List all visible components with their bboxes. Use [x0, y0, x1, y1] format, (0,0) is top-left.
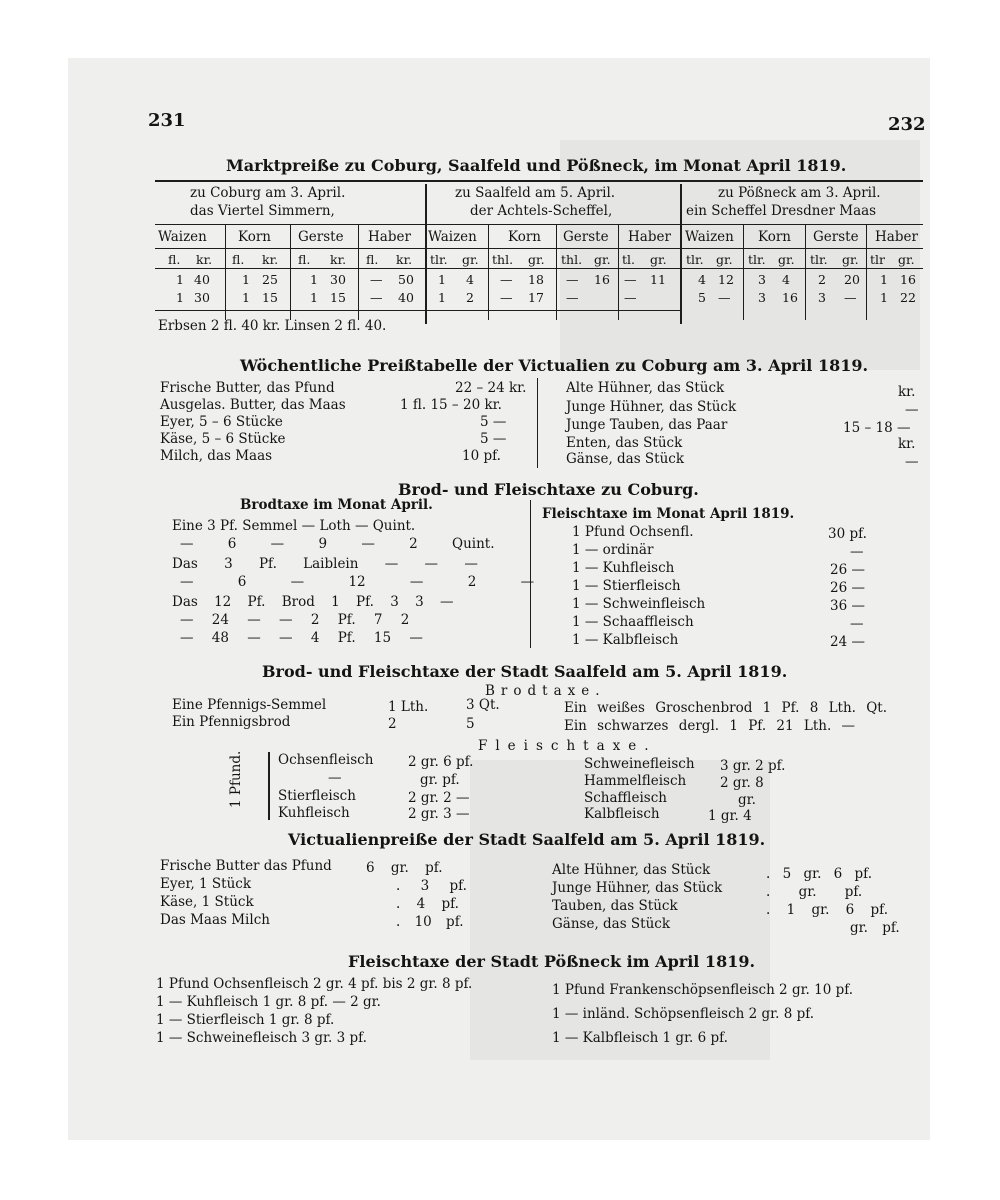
price-cell: —	[370, 272, 383, 287]
saalfeld-fleisch-price: 2 gr. 2 —	[408, 790, 470, 806]
pfund-vertical-label: 1 Pfund.	[228, 750, 244, 808]
saalfeld-fleisch-item: Schweinefleisch	[584, 756, 695, 772]
unit-label: kr.	[330, 252, 347, 267]
erbsen-linsen-note: Erbsen 2 fl. 40 kr. Linsen 2 fl. 40.	[158, 318, 387, 334]
unit-label: gr.	[898, 252, 915, 267]
saalfeld-victual-price: . 5 gr. 6 pf.	[766, 866, 872, 882]
unit-label: fl.	[232, 252, 245, 267]
saalfeld-fleisch-item: Stierfleisch	[278, 788, 356, 804]
saalfeld-brodtaxe-sub: Brodtaxe.	[485, 683, 606, 699]
victual-item: Milch, das Maas	[160, 448, 273, 464]
markt-top-rule	[155, 180, 923, 182]
grain-name: Gerste	[298, 229, 344, 245]
price-cell: 50	[398, 272, 414, 287]
saalfeld-fleisch-item: Kuhfleisch	[278, 805, 350, 821]
grain-header-rule	[155, 224, 923, 225]
price-cell: 4	[698, 272, 706, 287]
price-cell: 12	[718, 272, 734, 287]
price-cell: —	[718, 290, 731, 305]
victual-item: Enten, das Stück	[566, 435, 683, 451]
saalfeld-sub: der Achtels-Scheffel,	[470, 203, 613, 219]
price-cell: 16	[900, 272, 916, 287]
poessneck-left-row: 1 — Kuhfleisch 1 gr. 8 pf. — 2 gr.	[156, 994, 381, 1010]
saalfeld-fleisch-item: Schaffleisch	[584, 790, 667, 806]
saalfeld-fleisch-price: 1 gr. 4	[708, 808, 752, 824]
grain-divider	[488, 225, 489, 320]
poessneck-right-row: 1 Pfund Frankenschöpsenfleisch 2 gr. 10 pf.	[552, 982, 854, 998]
saalfeld-victual-price: . 3 pf.	[396, 878, 467, 894]
saalfeld-victualien-title: Victualienpreiße der Stadt Saalfeld am 5. April 1819.	[288, 830, 766, 849]
grain-name: Korn	[758, 229, 791, 245]
price-cell: 1	[176, 272, 184, 287]
unit-label: tlr.	[430, 252, 448, 267]
saalfeld-brod-val: 3 Qt.	[466, 697, 500, 713]
price-cell: 5	[698, 290, 706, 305]
saalfeld-victual-item: Eyer, 1 Stück	[160, 876, 252, 892]
saalfeld-header: zu Saalfeld am 5. April.	[455, 185, 616, 201]
grain-divider	[290, 225, 291, 320]
victual-price: 5 —	[480, 431, 507, 447]
brod-row: — 6 — 12 — 2 —	[180, 574, 535, 590]
victual-item: Gänse, das Stück	[566, 451, 685, 467]
price-cell: 16	[594, 272, 610, 287]
value-header-rule	[155, 268, 923, 269]
saalfeld-fleisch-item: Kalbfleisch	[584, 806, 660, 822]
saalfeld-fleisch-price: gr.	[738, 792, 756, 808]
poessneck-taxe-title: Fleischtaxe der Stadt Pößneck im April 1819.	[348, 952, 756, 971]
fleisch-price: 26 —	[830, 580, 865, 596]
brod-row: — 6 — 9 — 2 Quint.	[180, 536, 495, 552]
price-cell: —	[844, 290, 857, 305]
victual-item: Junge Hühner, das Stück	[566, 399, 737, 415]
price-cell: 2	[818, 272, 826, 287]
price-cell: —	[624, 272, 637, 287]
woechentlich-title: Wöchentliche Preißtabelle der Victualien zu Coburg am 3. April 1819.	[240, 356, 869, 375]
victual-price: —	[905, 454, 919, 470]
victual-price: —	[905, 402, 919, 418]
unit-label: gr.	[650, 252, 667, 267]
price-cell: —	[500, 290, 513, 305]
price-cell: 30	[330, 272, 346, 287]
unit-label: thl.	[561, 252, 583, 267]
victual-price: kr.	[898, 384, 916, 400]
grain-divider	[358, 225, 359, 320]
victual-price: 22 – 24 kr.	[455, 380, 527, 396]
price-cell: 1	[438, 290, 446, 305]
price-cell: 40	[194, 272, 210, 287]
price-cell: 16	[782, 290, 798, 305]
saalfeld-victual-item: Käse, 1 Stück	[160, 894, 254, 910]
saalfeld-brod-right: Ein schwarzes dergl. 1 Pf. 21 Lth. —	[564, 718, 856, 734]
pfund-bracket	[268, 752, 270, 820]
region-divider	[425, 184, 427, 324]
grain-name: Haber	[875, 229, 918, 245]
saalfeld-victual-item: Frische Butter das Pfund	[160, 858, 332, 874]
victual-item: Ausgelas. Butter, das Maas	[160, 397, 346, 413]
saalfeld-victual-price: . 1 gr. 6 pf.	[766, 902, 888, 918]
fleisch-price: 36 —	[830, 598, 865, 614]
grain-name: Waizen	[685, 229, 734, 245]
price-cell: 1	[242, 290, 250, 305]
grain-divider	[556, 225, 557, 320]
grain-divider	[225, 225, 226, 320]
saalfeld-victual-price: . 4 pf.	[396, 896, 459, 912]
price-cell: 3	[818, 290, 826, 305]
price-cell: 18	[528, 272, 544, 287]
price-cell: 30	[194, 290, 210, 305]
price-cell: 4	[782, 272, 790, 287]
fleisch-item: 1 — Schweinfleisch	[572, 596, 706, 612]
grain-name: Haber	[368, 229, 411, 245]
price-cell: 40	[398, 290, 414, 305]
price-cell: 3	[758, 272, 766, 287]
price-cell: 1	[880, 290, 888, 305]
saalfeld-victual-item: Tauben, das Stück	[552, 898, 678, 914]
grain-name: Gerste	[813, 229, 859, 245]
grain-divider	[618, 225, 619, 320]
unit-label: tlr.	[748, 252, 766, 267]
unit-label: thl.	[492, 252, 514, 267]
poessneck-left-row: 1 — Schweinefleisch 3 gr. 3 pf.	[156, 1030, 367, 1046]
price-cell: 1	[176, 290, 184, 305]
coburg-sub: das Viertel Simmern,	[190, 203, 335, 219]
grain-divider	[805, 225, 806, 320]
saalfeld-fleischtaxe-sub: Fleischtaxe.	[478, 738, 657, 754]
saalfeld-fleisch-price: 2 gr. 3 —	[408, 806, 470, 822]
grain-name: Korn	[508, 229, 541, 245]
victual-item: Eyer, 5 – 6 Stücke	[160, 414, 283, 430]
victual-price: 5 —	[480, 414, 507, 430]
fleisch-item: 1 — Kuhfleisch	[572, 560, 675, 576]
brod-row: — 48 — — 4 Pf. 15 —	[180, 630, 423, 646]
saalfeld-fleisch-item: —	[328, 770, 342, 786]
fleisch-price: 24 —	[830, 634, 865, 650]
saalfeld-victual-item: Alte Hühner, das Stück	[552, 862, 711, 878]
poessneck-right-row: 1 — Kalbfleisch 1 gr. 6 pf.	[552, 1030, 728, 1046]
saalfeld-brod-item: Ein Pfennigsbrod	[172, 714, 291, 730]
coburg-taxe-title: Brod- und Fleischtaxe zu Coburg.	[398, 480, 699, 499]
markt-title: Marktpreiße zu Coburg, Saalfeld und Pößneck, im Monat April 1819.	[226, 156, 847, 175]
price-cell: 25	[262, 272, 278, 287]
fleisch-price: —	[850, 616, 864, 632]
unit-label: tlr.	[686, 252, 704, 267]
poessneck-sub: ein Scheffel Dresdner Maas	[686, 203, 877, 219]
unit-label: gr.	[842, 252, 859, 267]
unit-label: tlr	[870, 252, 885, 267]
poessneck-left-row: 1 Pfund Ochsenfleisch 2 gr. 4 pf. bis 2 gr. 8 pf.	[156, 976, 473, 992]
grain-name: Gerste	[563, 229, 609, 245]
saalfeld-fleisch-price: gr. pf.	[420, 772, 460, 788]
price-cell: 3	[758, 290, 766, 305]
grain-name: Korn	[238, 229, 271, 245]
unit-label: kr.	[396, 252, 413, 267]
saalfeld-victual-price: gr. pf.	[850, 920, 900, 936]
price-cell: —	[370, 290, 383, 305]
brod-row: Das 3 Pf. Laiblein — — —	[172, 556, 478, 572]
price-cell: —	[566, 290, 579, 305]
fleischtaxe-title: Fleischtaxe im Monat April 1819.	[542, 506, 795, 522]
grain-name: Haber	[628, 229, 671, 245]
brodtaxe-title: Brodtaxe im Monat April.	[240, 497, 433, 513]
saalfeld-fleisch-price: 2 gr. 8	[720, 775, 764, 791]
unit-label: tlr.	[810, 252, 828, 267]
price-cell: 11	[650, 272, 666, 287]
price-cell: —	[500, 272, 513, 287]
poessneck-header: zu Pößneck am 3. April.	[718, 185, 881, 201]
region-divider	[680, 184, 682, 324]
saalfeld-victual-item: Junge Hühner, das Stück	[552, 880, 723, 896]
saalfeld-fleisch-item: Hammelfleisch	[584, 773, 687, 789]
coburg-header: zu Coburg am 3. April.	[190, 185, 346, 201]
unit-label: gr.	[528, 252, 545, 267]
victual-price: 10 pf.	[462, 448, 501, 464]
fleisch-item: 1 Pfund Ochsenfl.	[572, 524, 694, 540]
saalfeld-fleisch-price: 2 gr. 6 pf.	[408, 754, 474, 770]
price-cell: 1	[242, 272, 250, 287]
grain-divider	[743, 225, 744, 320]
grain-name: Waizen	[158, 229, 207, 245]
unit-label: gr.	[594, 252, 611, 267]
price-cell: 15	[262, 290, 278, 305]
unit-header-rule	[155, 248, 923, 249]
price-cell: 1	[880, 272, 888, 287]
value-bottom-rule	[155, 310, 680, 311]
fleisch-price: 26 —	[830, 562, 865, 578]
price-cell: 22	[900, 290, 916, 305]
victual-item: Frische Butter, das Pfund	[160, 380, 335, 396]
fleisch-price: 30 pf.	[828, 526, 867, 542]
unit-label: fl.	[168, 252, 181, 267]
fleisch-item: 1 — Stierfleisch	[572, 578, 681, 594]
grain-divider	[866, 225, 867, 320]
price-cell: 20	[844, 272, 860, 287]
poessneck-left-row: 1 — Stierfleisch 1 gr. 8 pf.	[156, 1012, 335, 1028]
price-cell: 4	[466, 272, 474, 287]
victual-item: Alte Hühner, das Stück	[566, 380, 725, 396]
brod-row: — 24 — — 2 Pf. 7 2	[180, 612, 410, 628]
price-cell: 2	[466, 290, 474, 305]
saalfeld-taxe-title: Brod- und Fleischtaxe der Stadt Saalfeld am 5. April 1819.	[262, 662, 788, 681]
unit-label: kr.	[262, 252, 279, 267]
grain-name: Waizen	[428, 229, 477, 245]
saalfeld-victual-price: . gr. pf.	[766, 884, 863, 900]
saalfeld-victual-price: 6 gr. pf.	[366, 860, 443, 876]
brod-row: Eine 3 Pf. Semmel — Loth — Quint.	[172, 518, 416, 534]
saalfeld-victual-price: . 10 pf.	[396, 914, 464, 930]
unit-label: gr.	[778, 252, 795, 267]
saalfeld-brod-right: Ein weißes Groschenbrod 1 Pf. 8 Lth. Qt.	[564, 700, 888, 716]
fleisch-price: —	[850, 544, 864, 560]
saalfeld-victual-item: Das Maas Milch	[160, 912, 270, 928]
unit-label: fl.	[366, 252, 379, 267]
column-divider	[537, 378, 538, 468]
victual-item: Käse, 5 – 6 Stücke	[160, 431, 286, 447]
price-cell: 1	[310, 272, 318, 287]
fleisch-item: 1 — Schaaffleisch	[572, 614, 694, 630]
victual-price: 1 fl. 15 – 20 kr.	[400, 397, 502, 413]
saalfeld-brod-qty: 2	[388, 716, 397, 732]
left-page-number: 231	[148, 110, 186, 131]
victual-item: Junge Tauben, das Paar	[566, 417, 728, 433]
unit-label: gr.	[462, 252, 479, 267]
fleisch-item: 1 — ordinär	[572, 542, 654, 558]
saalfeld-brod-item: Eine Pfennigs-Semmel	[172, 697, 327, 713]
unit-label: kr.	[196, 252, 213, 267]
victual-price: kr.	[898, 436, 916, 452]
unit-label: gr.	[716, 252, 733, 267]
unit-label: tl.	[622, 252, 635, 267]
brod-row: Das 12 Pf. Brod 1 Pf. 3 3 —	[172, 594, 454, 610]
price-cell: 1	[310, 290, 318, 305]
unit-label: fl.	[298, 252, 311, 267]
price-cell: 17	[528, 290, 544, 305]
right-page-number: 232	[888, 114, 926, 135]
price-cell: 15	[330, 290, 346, 305]
fleisch-item: 1 — Kalbfleisch	[572, 632, 679, 648]
poessneck-right-row: 1 — inländ. Schöpsenfleisch 2 gr. 8 pf.	[552, 1006, 815, 1022]
price-cell: —	[566, 272, 579, 287]
saalfeld-fleisch-price: 3 gr. 2 pf.	[720, 758, 786, 774]
price-cell: 1	[438, 272, 446, 287]
victual-price: 15 – 18 —	[843, 420, 911, 436]
saalfeld-brod-qty: 1 Lth.	[388, 699, 429, 715]
saalfeld-victual-item: Gänse, das Stück	[552, 916, 671, 932]
saalfeld-brod-val: 5	[466, 716, 475, 732]
saalfeld-fleisch-item: Ochsenfleisch	[278, 752, 374, 768]
price-cell: —	[624, 290, 637, 305]
